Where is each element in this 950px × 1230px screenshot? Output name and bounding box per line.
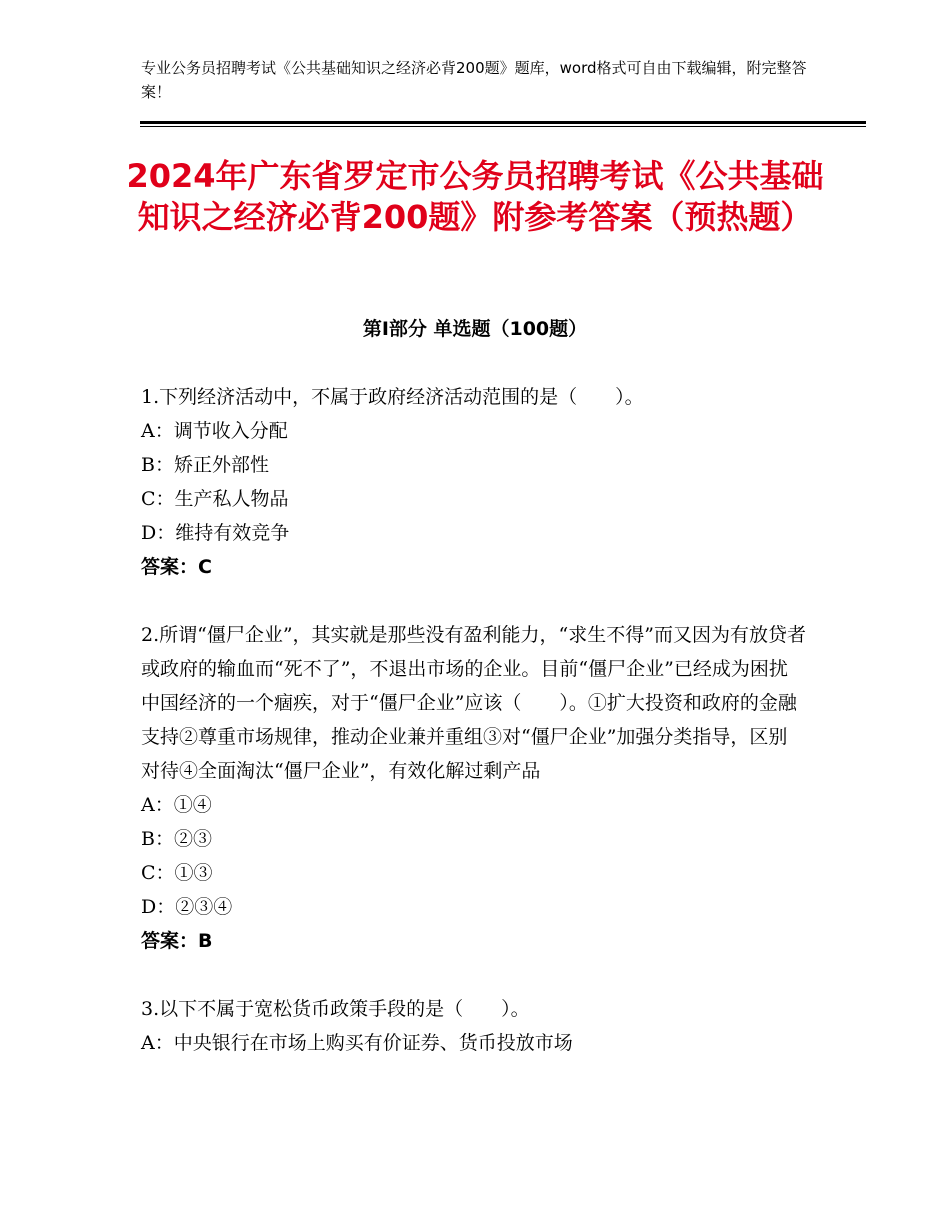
- option-a: A：中央银行在市场上购买有价证券、货币投放市场: [141, 1032, 573, 1054]
- header-rule-thick: [140, 121, 866, 124]
- header-rule-thin: [140, 126, 866, 127]
- option-c: C：①③: [141, 862, 213, 884]
- answer-line: 答案：C: [141, 556, 212, 578]
- option-a: A：①④: [141, 794, 212, 816]
- answer-line: 答案：B: [141, 930, 213, 952]
- question-stem: 3.以下不属于宽松货币政策手段的是（ ）。: [141, 998, 530, 1020]
- question-list: [141, 380, 806, 1094]
- header-note: 专业公务员招聘考试《公共基础知识之经济必背200题》题库，word格式可自由下载编辑，附完整答案！: [141, 59, 807, 101]
- option-b: B：矫正外部性: [141, 454, 269, 476]
- question-stem: 2.所谓“僵尸企业”，其实就是那些没有盈利能力，“求生不得”而又因为有放贷者或政府的输血而“死不了”，不退出市场的企业。目前“僵尸企业”已经成为困扰中国经济的一个痼疾，对于“僵尸企业”应该（ ）。①扩大投资和政府的金融支持②尊重市场规律，推动企业兼并重组③对“僵尸企业”加强分类指导，区别对待④全面淘汰“僵尸企业”，有效化解过剩产品: [141, 624, 806, 782]
- option-a: A：调节收入分配: [141, 420, 288, 442]
- section-heading: 第Ⅰ部分 单选题（100题）: [362, 318, 588, 340]
- question-1: [141, 380, 806, 584]
- option-b: B：②③: [141, 828, 212, 850]
- option-d: D：维持有效竞争: [141, 522, 290, 544]
- question-stem: 1.下列经济活动中，不属于政府经济活动范围的是（ ）。: [141, 386, 644, 408]
- question-2: [141, 618, 806, 958]
- option-d: D：②③④: [141, 896, 233, 918]
- option-c: C：生产私人物品: [141, 488, 289, 510]
- document-title: 2024年广东省罗定市公务员招聘考试《公共基础知识之经济必背200题》附参考答案（预热题）: [126, 157, 824, 236]
- question-3: [141, 992, 806, 1060]
